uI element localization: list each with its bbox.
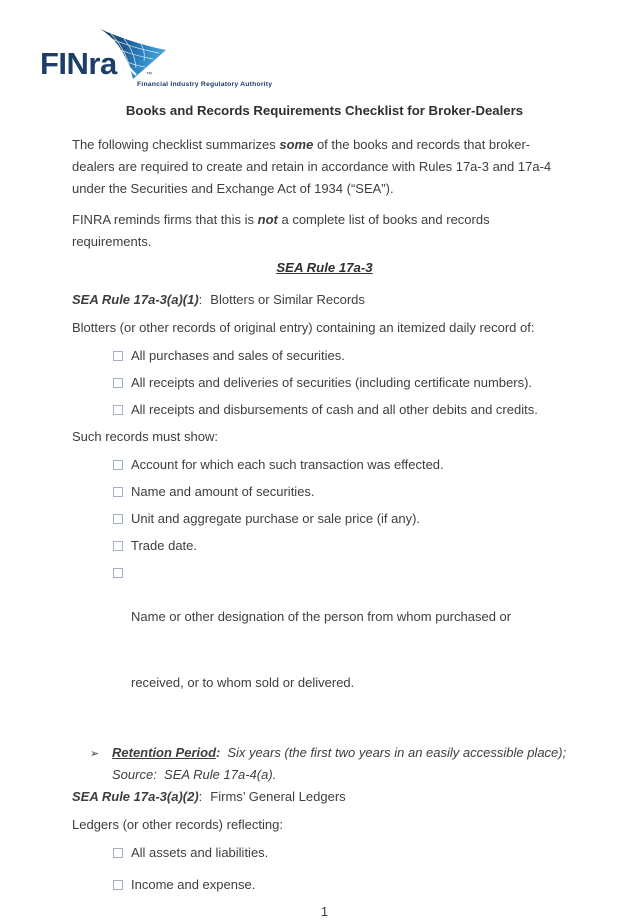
checklist-item-label: Unit and aggregate purchase or sale price (if any). (131, 511, 421, 526)
arrow-bullet-icon: ➢ (90, 748, 100, 760)
text-line: requirements. (72, 234, 152, 249)
checklist-item-label: All assets and liabilities. (131, 845, 269, 860)
checklist-item[interactable] (113, 535, 577, 557)
rule-heading-17a-3-a-2 (72, 786, 577, 808)
retention-duration: Six years (the first two years in an easily accessible place); (227, 745, 567, 760)
checkbox[interactable] (113, 487, 123, 497)
text-segment: a complete list of books and records (277, 212, 490, 227)
text-line: under the Securities and Exchange Act of 1934 (“SEA”). (72, 181, 394, 196)
rule2-intro-text: Ledgers (or other records) reflecting: (72, 817, 283, 832)
text-segment: of the books and records that broker- (313, 137, 531, 152)
rule-name: Firms’ General Ledgers (210, 789, 346, 804)
text-segment: FINRA reminds firms that this is (72, 212, 258, 227)
checklist-item-label: All receipts and deliveries of securities (including certificate numbers). (131, 375, 533, 390)
intro-paragraph-1 (72, 134, 577, 200)
rule1-intro-text: Blotters (or other records of original entry) containing an itemized daily record of: (72, 320, 535, 335)
checklist-item[interactable] (113, 874, 577, 896)
checklist-item[interactable] (113, 842, 577, 864)
checkbox[interactable] (113, 541, 123, 551)
checklist-item[interactable] (113, 562, 577, 738)
document-title: Books and Records Requirements Checklist for Broker-Dealers (125, 103, 524, 118)
rule-label: SEA Rule 17a-3(a)(2) (72, 789, 199, 804)
checklist-item-label: Trade date. (131, 538, 198, 553)
text-segment: The following checklist summarizes (72, 137, 280, 152)
checklist-item[interactable] (113, 508, 577, 530)
checkbox[interactable] (113, 405, 123, 415)
retention-period-note (90, 742, 577, 786)
retention-source: Source: SEA Rule 17a-4(a). (112, 767, 277, 782)
checklist-item[interactable] (113, 399, 577, 421)
text-line: received, or to whom sold or delivered. (131, 675, 355, 690)
checkbox[interactable] (113, 848, 123, 858)
rule-heading-17a-3-a-1 (72, 289, 577, 311)
trademark-symbol: ™ (146, 72, 152, 78)
checklist-item-label: All purchases and sales of securities. (131, 348, 345, 363)
checklist-item[interactable] (113, 345, 577, 367)
checklist-item[interactable] (113, 481, 577, 503)
intro-paragraph-2 (72, 209, 577, 253)
text-line (72, 209, 577, 231)
text-line (112, 742, 566, 764)
checkbox[interactable] (113, 460, 123, 470)
text-line: dealers are required to create and retain in accordance with Rules 17a-3 and 17a-4 (72, 159, 552, 174)
rule-label: SEA Rule 17a-3(a)(1) (72, 292, 199, 307)
finra-logo-text: FINra (40, 46, 117, 81)
text-line: Name or other designation of the person from whom purchased or (131, 609, 512, 624)
checkbox[interactable] (113, 378, 123, 388)
finra-logo-mark (97, 28, 169, 80)
section-heading-sea-rule-17a-3: SEA Rule 17a-3 (276, 260, 373, 275)
finra-logo (40, 28, 300, 92)
checklist-item-label: All receipts and disbursements of cash and all other debits and credits. (131, 402, 538, 417)
checkbox[interactable] (113, 880, 123, 890)
checklist-item[interactable] (113, 372, 577, 394)
checklist-item-label: Income and expense. (131, 877, 256, 892)
checkbox[interactable] (113, 568, 123, 578)
checkbox[interactable] (113, 514, 123, 524)
checklist-item-label (131, 562, 511, 738)
rule-colon: : (198, 789, 203, 804)
retention-text (112, 742, 566, 786)
rule1-sub-intro-text: Such records must show: (72, 429, 218, 444)
document-content (72, 100, 577, 923)
retention-label: Retention Period (112, 745, 217, 760)
rule-name: Blotters or Similar Records (210, 292, 365, 307)
text-line (72, 134, 577, 156)
emphasized-word: not (257, 212, 278, 227)
checklist-item-label: Account for which each such transaction was effected. (131, 457, 444, 472)
finra-tagline: Financial Industry Regulatory Authority (137, 81, 273, 88)
checklist-item-label: Name and amount of securities. (131, 484, 315, 499)
checkbox[interactable] (113, 351, 123, 361)
emphasized-word: some (279, 137, 314, 152)
retention-colon: : (216, 745, 221, 760)
checklist-item[interactable] (113, 454, 577, 476)
rule-colon: : (198, 292, 203, 307)
page-number: 1 (320, 904, 329, 919)
